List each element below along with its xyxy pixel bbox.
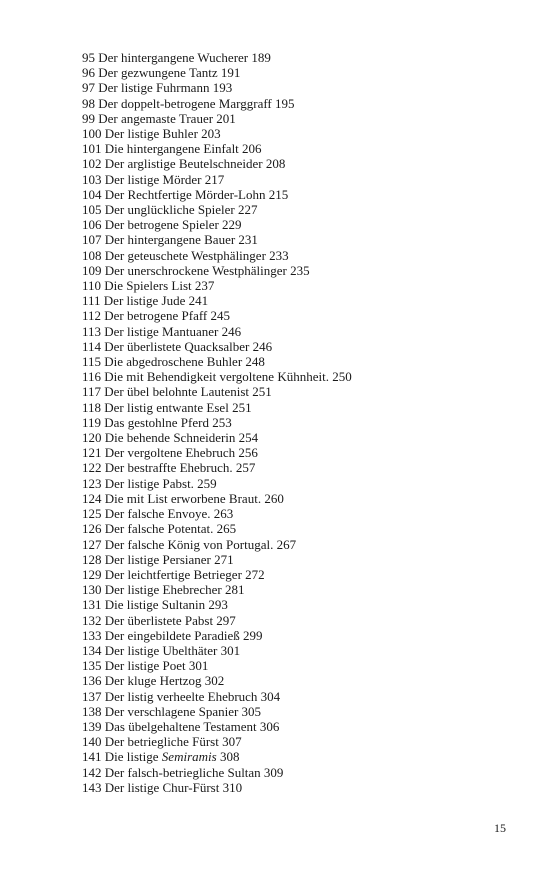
- table-of-contents: [82, 50, 352, 795]
- toc-entry: 97 Der listige Fuhrmann 193: [82, 80, 233, 96]
- toc-entry: 121 Der vergoltene Ehebruch 256: [82, 445, 258, 461]
- toc-entry: 129 Der leichtfertige Betrieger 272: [82, 566, 265, 582]
- toc-entry: 130 Der listige Ehebrecher 281: [82, 582, 245, 598]
- toc-entry: 123 Der listige Pabst. 259: [82, 475, 217, 491]
- toc-entry-italic-name: Semiramis: [161, 749, 217, 765]
- toc-entry-prefix: 141 Die listige: [82, 749, 162, 765]
- toc-entry: 99 Der angemaste Trauer 201: [82, 110, 236, 126]
- toc-entry: 122 Der bestraffte Ehebruch. 257: [82, 460, 256, 476]
- toc-entry: 107 Der hintergangene Bauer 231: [82, 232, 258, 248]
- toc-entry: 134 Der listige Ubelthäter 301: [82, 642, 241, 658]
- toc-entry: 110 Die Spielers List 237: [82, 278, 215, 294]
- toc-entry: 120 Die behende Schneiderin 254: [82, 430, 259, 446]
- toc-entry: 127 Der falsche König von Portugal. 267: [82, 536, 297, 552]
- toc-entry: 140 Der betriegliche Fürst 307: [82, 734, 242, 750]
- toc-entry: 98 Der doppelt-betrogene Marggraff 195: [82, 95, 295, 111]
- toc-entry: 124 Die mit List erworbene Braut. 260: [82, 490, 284, 506]
- page-number: 15: [494, 821, 506, 835]
- toc-entry: 114 Der überlistete Quacksalber 246: [82, 338, 273, 354]
- toc-entry: 106 Der betrogene Spieler 229: [82, 217, 242, 233]
- toc-entry: 113 Der listige Mantuaner 246: [82, 323, 242, 339]
- toc-entry: 119 Das gestohlne Pferd 253: [82, 414, 232, 430]
- toc-entry: 142 Der falsch-betriegliche Sultan 309: [82, 764, 284, 780]
- toc-entry: [82, 749, 352, 764]
- toc-entry: 103 Der listige Mörder 217: [82, 171, 225, 187]
- toc-entry: 137 Der listig verheelte Ehebruch 304: [82, 688, 281, 704]
- toc-entry: 138 Der verschlagene Spanier 305: [82, 703, 262, 719]
- toc-entry: 108 Der geteuschete Westphälinger 233: [82, 247, 289, 263]
- toc-entry: 133 Der eingebildete Paradieß 299: [82, 627, 263, 643]
- toc-entry: 115 Die abgedroschene Buhler 248: [82, 354, 265, 370]
- toc-entry: 131 Die listige Sultanin 293: [82, 597, 228, 613]
- toc-entry: 100 Der listige Buhler 203: [82, 126, 221, 142]
- toc-entry: 96 Der gezwungene Tantz 191: [82, 65, 241, 81]
- toc-entry: 109 Der unerschrockene Westphälinger 235: [82, 262, 310, 278]
- toc-entry: 112 Der betrogene Pfaff 245: [82, 308, 231, 324]
- toc-entry: 102 Der arglistige Beutelschneider 208: [82, 156, 286, 172]
- toc-entry: 95 Der hintergangene Wucherer 189: [82, 50, 271, 65]
- toc-entry: 143 Der listige Chur-Fürst 310: [82, 779, 243, 795]
- toc-entry: 111 Der listige Jude 241: [82, 293, 209, 309]
- toc-entry: 126 Der falsche Potentat. 265: [82, 521, 237, 537]
- toc-entry: 135 Der listige Poet 301: [82, 658, 209, 674]
- toc-entry: 132 Der überlistete Pabst 297: [82, 612, 236, 628]
- toc-entry: 139 Das übelgehaltene Testament 306: [82, 718, 280, 734]
- toc-entry: 136 Der kluge Hertzog 302: [82, 673, 225, 689]
- toc-entry: 125 Der falsche Envoye. 263: [82, 506, 234, 522]
- toc-entry: 101 Die hintergangene Einfalt 206: [82, 141, 262, 157]
- toc-entry-suffix: 308: [216, 749, 240, 765]
- toc-entry: 105 Der unglückliche Spieler 227: [82, 202, 258, 218]
- toc-entry: 118 Der listig entwante Esel 251: [82, 399, 252, 415]
- toc-entry: 116 Die mit Behendigkeit vergoltene Kühnheit. 250: [82, 369, 352, 385]
- toc-entry: 104 Der Rechtfertige Mörder-Lohn 215: [82, 186, 289, 202]
- toc-entry: 117 Der übel belohnte Lautenist 251: [82, 384, 272, 400]
- toc-entry: 128 Der listige Persianer 271: [82, 551, 234, 567]
